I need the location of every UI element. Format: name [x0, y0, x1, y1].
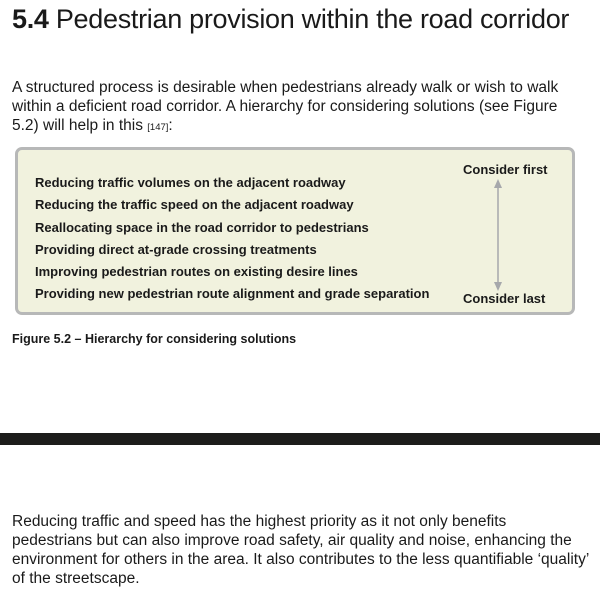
consider-first-label: Consider first [463, 162, 548, 177]
hierarchy-figure-box [15, 147, 575, 315]
hierarchy-item: Reducing traffic volumes on the adjacent roadway [35, 175, 346, 190]
double-arrow-icon [488, 179, 508, 291]
intro-paragraph [12, 78, 582, 137]
closing-paragraph: Reducing traffic and speed has the highest priority as it not only benefits pedestrians but can also improve road safety, air quality and noise, enhancing the environment for others in the area. It also contributes to the less quantifiable ‘quality’ of the streetscape. [12, 513, 589, 587]
hierarchy-item: Reducing the traffic speed on the adjacent roadway [35, 197, 354, 213]
page-divider [0, 433, 600, 445]
section-title: Pedestrian provision within the road corridor [55, 4, 570, 34]
hierarchy-item: Reallocating space in the road corridor to pedestrians [35, 219, 369, 235]
intro-trailing: : [168, 117, 173, 134]
hierarchy-item: Providing new pedestrian route alignment and grade separation [35, 286, 430, 302]
hierarchy-list [35, 172, 429, 306]
section-heading [12, 4, 572, 35]
reference-citation: [147] [147, 122, 169, 133]
hierarchy-item: Providing direct at-grade crossing treatments [35, 241, 317, 257]
intro-text: A structured process is desirable when pedestrians already walk or wish to walk within a deficient road corridor. A hierarchy for considering solutions (see Figure 5.2) will help in this [12, 79, 559, 134]
figure-caption: Figure 5.2 – Hierarchy for considering solutions [12, 332, 297, 346]
section-number: 5.4 [12, 4, 49, 34]
hierarchy-item: Improving pedestrian routes on existing desire lines [35, 264, 358, 280]
consider-last-label: Consider last [463, 291, 546, 306]
